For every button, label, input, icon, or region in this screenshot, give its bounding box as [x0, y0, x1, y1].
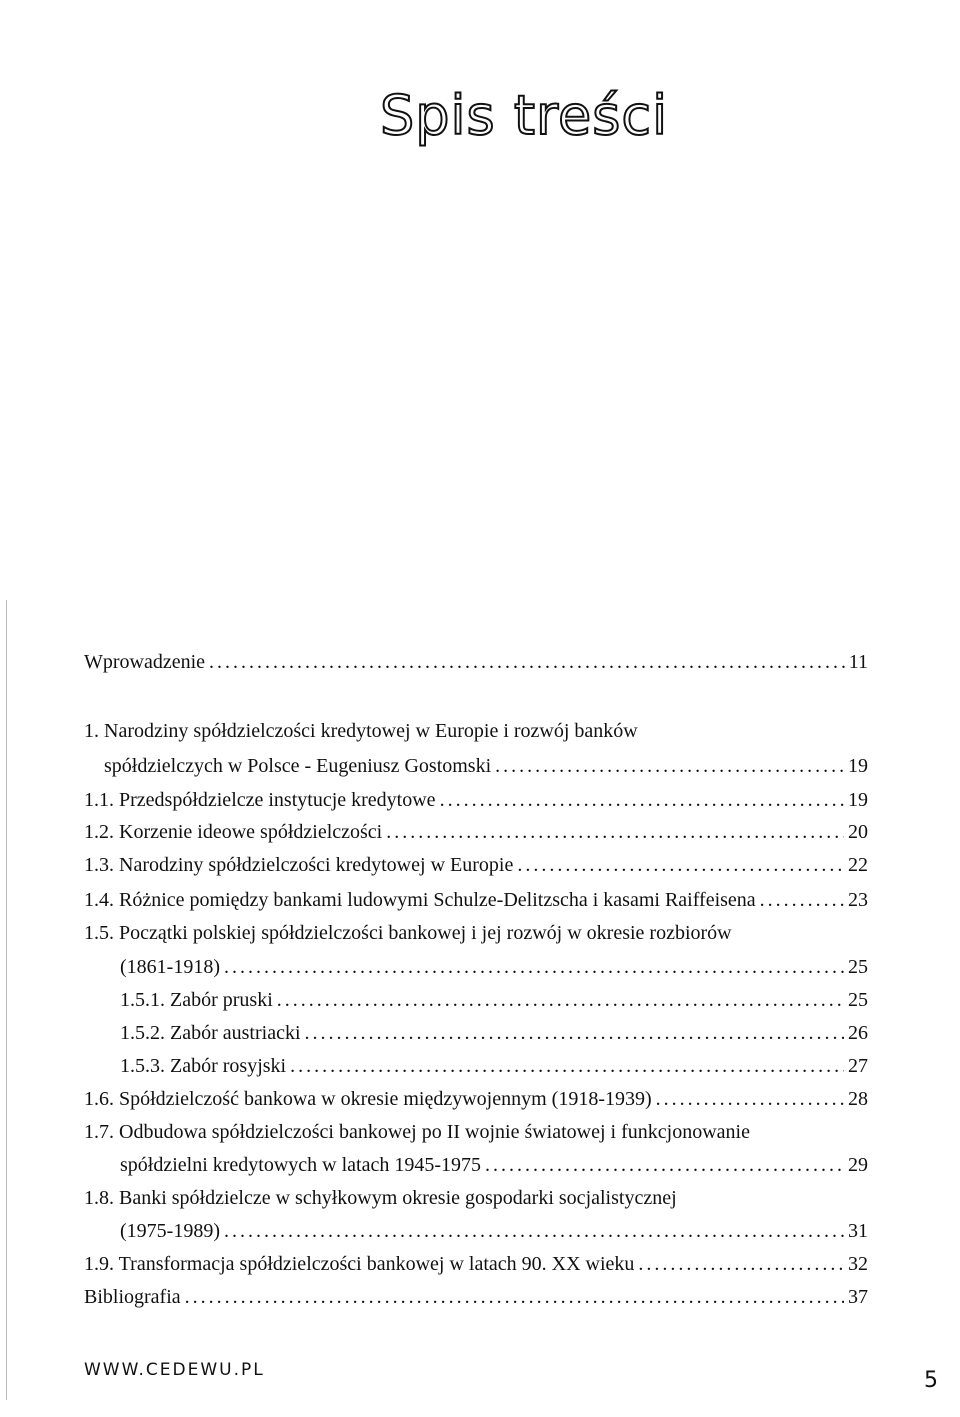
toc-entry-page: 25 — [848, 956, 868, 978]
toc-entry — [120, 953, 868, 981]
toc-leader-dots — [224, 953, 844, 981]
toc-leader-dots — [760, 886, 844, 914]
toc-entry — [120, 1151, 868, 1179]
toc-entry-label: 1.5.1. Zabór pruski — [120, 989, 273, 1011]
toc-entry-label: 1.5.3. Zabór rosyjski — [120, 1055, 287, 1077]
toc-entry-page: 27 — [848, 1055, 868, 1077]
toc-entry-page: 37 — [848, 1286, 868, 1308]
toc-leader-dots — [517, 851, 844, 879]
toc-entry-page: 23 — [848, 889, 868, 911]
toc-leader-dots — [277, 986, 844, 1014]
toc-entry-page: 25 — [848, 989, 868, 1011]
toc-entry-page: 22 — [848, 854, 868, 876]
toc-entry-label: 1.4. Różnice pomiędzy bankami ludowymi Schulze-Delitzscha i kasami Raiffeisena — [84, 889, 756, 911]
toc-entry — [104, 752, 868, 780]
toc-entry — [84, 786, 868, 814]
toc-entry-label: 1.9. Transformacja spółdzielczości bankowej w latach 90. XX wieku — [84, 1253, 635, 1275]
toc-entry-page: 29 — [848, 1154, 868, 1176]
publisher-url: WWW.CEDEWU.PL — [84, 1360, 265, 1380]
toc-entry-label: Bibliografia — [84, 1286, 181, 1308]
toc-entry-label: 1.2. Korzenie ideowe spółdzielczości — [84, 821, 383, 843]
toc-entry-label: (1861-1918) — [120, 956, 220, 978]
toc-entry-label: 1.5.2. Zabór austriacki — [120, 1022, 301, 1044]
toc-leader-dots — [305, 1019, 845, 1047]
toc-entry-label: 1. Narodziny spółdzielczości kredytowej w Europie i rozwój banków — [84, 720, 638, 742]
toc-entry — [120, 986, 868, 1014]
toc-entry-page: 32 — [848, 1253, 868, 1275]
toc-entry — [84, 717, 868, 745]
scan-margin-line — [6, 600, 7, 1400]
toc-entry-label: 1.5. Początki polskiej spółdzielczości bankowej i jej rozwój w okresie rozbiorów — [84, 922, 732, 944]
toc-entry-label: spółdzielni kredytowych w latach 1945-1975 — [120, 1154, 482, 1176]
toc-entry-label: 1.8. Banki spółdzielcze w schyłkowym okresie gospodarki socjalistycznej — [84, 1187, 677, 1209]
toc-entry — [84, 818, 868, 846]
toc-entry-label: spółdzielczych w Polsce - Eugeniusz Gostomski — [104, 755, 492, 777]
toc-leader-dots — [209, 648, 845, 676]
toc-entry-page: 31 — [848, 1220, 868, 1242]
toc-entry-label: 1.6. Spółdzielczość bankowa w okresie międzywojennym (1918-1939) — [84, 1088, 652, 1110]
toc-entry-page: 19 — [848, 755, 868, 777]
toc-entry-label: Wprowadzenie — [84, 651, 206, 673]
toc-entry-label: 1.7. Odbudowa spółdzielczości bankowej po II wojnie światowej i funkcjonowanie — [84, 1121, 750, 1143]
toc-entry — [84, 648, 868, 676]
toc-entry-page: 20 — [848, 821, 868, 843]
toc-entry — [84, 1283, 868, 1311]
toc-leader-dots — [185, 1283, 844, 1311]
page-number: 5 — [924, 1368, 938, 1393]
toc-entry — [120, 1052, 868, 1080]
toc-leader-dots — [638, 1250, 844, 1278]
toc-entry — [120, 1019, 868, 1047]
toc-entry-page: 19 — [848, 789, 868, 811]
toc-leader-dots — [495, 752, 844, 780]
toc-entry — [84, 1250, 868, 1278]
toc-entry-page: 28 — [848, 1088, 868, 1110]
toc-leader-dots — [224, 1217, 844, 1245]
toc-entry — [84, 1118, 868, 1146]
toc-entry — [120, 1217, 868, 1245]
toc-entry-label: 1.1. Przedspółdzielcze instytucje kredytowe — [84, 789, 436, 811]
toc-entry-label: (1975-1989) — [120, 1220, 220, 1242]
toc-entry-label: 1.3. Narodziny spółdzielczości kredytowej w Europie — [84, 854, 514, 876]
toc-entry — [84, 919, 868, 947]
toc-leader-dots — [386, 818, 844, 846]
toc-leader-dots — [440, 786, 844, 814]
toc-entry — [84, 1085, 868, 1113]
page-title: Spis treści — [380, 84, 669, 147]
toc-entry-page: 11 — [848, 651, 868, 673]
toc-entry — [84, 1184, 868, 1212]
toc-leader-dots — [485, 1151, 844, 1179]
toc-entry — [84, 886, 868, 914]
toc-leader-dots — [656, 1085, 844, 1113]
toc-leader-dots — [290, 1052, 844, 1080]
toc-entry-page: 26 — [848, 1022, 868, 1044]
toc-entry — [84, 851, 868, 879]
